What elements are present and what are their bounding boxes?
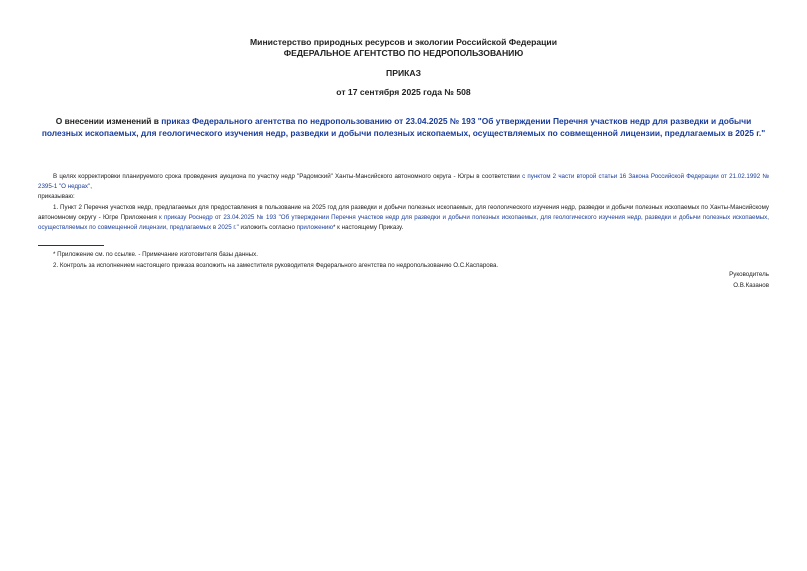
footnote-separator [38, 245, 104, 246]
footnote: * Приложение см. по ссылке. - Примечание изготовителя базы данных. [53, 251, 258, 258]
agency-name: ФЕДЕРАЛЬНОЕ АГЕНТСТВО ПО НЕДРОПОЛЬЗОВАНИЮ [283, 48, 524, 58]
title-order-link[interactable]: приказ Федерального агентства по недропользованию от 23.04.2025 № 193 "Об утверждении Перечня участков недр для разведки и добычи полезных ископаемых, для геологического изучения недр, разведки и добычи полезных ископаемых, осуществляемых по совмещенной лицензии, предлагаемых в 2025 г." [41, 116, 766, 138]
ministry-name: Министерство природных ресурсов и экологии Российской Федерации [250, 37, 557, 47]
appendix-link[interactable]: приложению [296, 224, 334, 232]
title-lead: О внесении изменений в [55, 116, 162, 126]
order-193-link[interactable]: к приказу Роснедр от 23.04.2025 № 193 "Об утверждении Перечня участков недр для разведки и добычи полезных ископаемых, для геологического изучения недр, разведки и добычи полезных ископаемых, осуществляемых по совмещенной лицензии, предлагаемых в 2025 г." [38, 213, 769, 232]
preamble-text: В целях корректировки планируемого срока проведения аукциона по участку недр "Радомский" Ханты-Мансийского автономного округа - Югры в соответствии [53, 173, 523, 180]
footnote-block [38, 250, 769, 271]
item-2-paragraph: 2. Контроль за исполнением настоящего приказа возложить на заместителя руководителя Федерального агентства по недропользованию О.С.Каспарова. [53, 262, 499, 270]
preamble-comma: , [90, 183, 92, 191]
preamble-paragraph [38, 172, 769, 192]
document-title [38, 115, 769, 139]
signature-name: О.В.Казанов [733, 282, 769, 289]
item-1-text-3: * к настоящему Приказу. [333, 224, 404, 232]
document-type: ПРИКАЗ [386, 68, 421, 78]
document-body [38, 172, 769, 233]
item-1-text-2: изложить согласно [238, 224, 297, 232]
law-link[interactable]: с пунктом 2 части второй статьи 16 Закона Российской Федерации от 21.02.1992 № 2395-1 "О недрах" [38, 173, 769, 191]
item-1-paragraph [38, 203, 769, 234]
order-word: приказываю: [38, 193, 75, 201]
item-1-text: 1. Пункт 2 Перечня участков недр, предлагаемых для предоставления в пользование на 2025 год для разведки и добычи полезных ископаемых, для геологического изучения недр, разведки и добычи полезных ископаемых по Ханты-Мансийскому автономному округу - Югре Приложения [38, 203, 769, 221]
document-date-number: от 17 сентября 2025 года № 508 [336, 87, 471, 97]
signature-position: Руководитель [729, 271, 769, 278]
